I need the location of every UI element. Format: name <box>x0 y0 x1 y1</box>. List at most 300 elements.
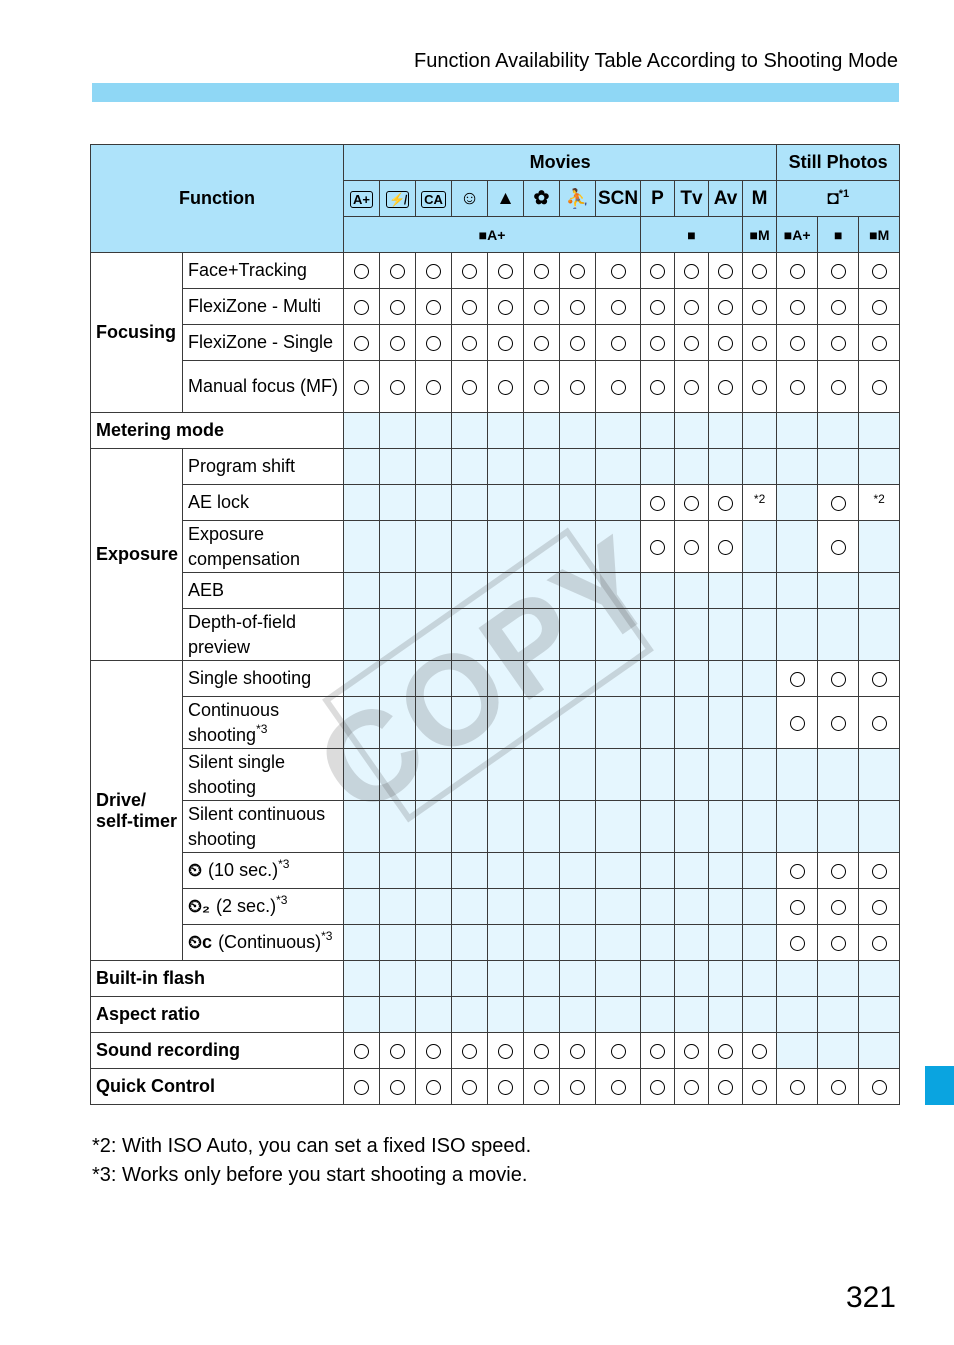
cell-flexizone-multi-9 <box>675 289 709 325</box>
cell-2-sec-0 <box>344 889 380 925</box>
available-mark <box>684 540 699 555</box>
available-mark <box>872 380 887 395</box>
cell-depth-of-field-preview-9 <box>675 609 709 661</box>
cell-program-shift-12 <box>777 449 818 485</box>
function-aeb: AEB <box>183 573 344 609</box>
cell-exposure-compensation-3 <box>452 521 488 573</box>
available-mark <box>752 264 767 279</box>
cell-depth-of-field-preview-13 <box>818 609 859 661</box>
cell-built-in-flash-11 <box>743 961 777 997</box>
cell-sound-recording-10 <box>709 1033 743 1069</box>
cell-aeb-10 <box>709 573 743 609</box>
available-mark <box>390 264 405 279</box>
sports-icon: ⛹ <box>560 181 596 217</box>
cell-ae-lock-5 <box>524 485 560 521</box>
available-mark <box>872 300 887 315</box>
function-depth-of-field-preview: Depth-of-field preview <box>183 609 344 661</box>
cell-continuous-13 <box>818 925 859 961</box>
cell-ae-lock-12 <box>777 485 818 521</box>
available-mark <box>872 1080 887 1095</box>
cell-face-tracking-7 <box>596 253 641 289</box>
function-continuous: ⏲c (Continuous)$^{*3}$ <box>183 925 344 961</box>
cell-aeb-3 <box>452 573 488 609</box>
cell-2-sec-13 <box>818 889 859 925</box>
available-mark <box>831 264 846 279</box>
cell-silent-continuous-shooting-10 <box>709 801 743 853</box>
cell-2-sec-5 <box>524 889 560 925</box>
cell-face-tracking-9 <box>675 253 709 289</box>
table-row <box>91 253 900 289</box>
cell-flexizone-multi-11 <box>743 289 777 325</box>
cell-aspect-ratio-0 <box>344 997 380 1033</box>
available-mark <box>831 864 846 879</box>
table-row <box>91 289 900 325</box>
cell-flexizone-single-12 <box>777 325 818 361</box>
cell-10-sec-8 <box>641 853 675 889</box>
available-mark <box>831 716 846 731</box>
cell-flexizone-single-1 <box>380 325 416 361</box>
movie-manual-icon: ■M <box>743 217 777 253</box>
cell-2-sec-12 <box>777 889 818 925</box>
cell-single-shooting-4 <box>488 661 524 697</box>
camera-icon: ◘$^{*1}$ <box>777 181 900 217</box>
scn-icon: SCN <box>596 181 641 217</box>
self-timer-continuous-icon: ⏲c <box>188 932 213 952</box>
available-mark <box>650 264 665 279</box>
cell-quick-control-11 <box>743 1069 777 1105</box>
cell-10-sec-7 <box>596 853 641 889</box>
available-mark <box>570 380 585 395</box>
cell-exposure-compensation-6 <box>560 521 596 573</box>
table-row <box>91 573 900 609</box>
cell-metering-mode-3 <box>452 413 488 449</box>
cell-flexizone-single-11 <box>743 325 777 361</box>
cell-2-sec-10 <box>709 889 743 925</box>
available-mark <box>354 336 369 351</box>
cell-continuous-0 <box>344 925 380 961</box>
cell-silent-continuous-shooting-3 <box>452 801 488 853</box>
cell-sound-recording-2 <box>416 1033 452 1069</box>
cell-face-tracking-14 <box>859 253 900 289</box>
cell-10-sec-2 <box>416 853 452 889</box>
cell-silent-single-shooting-1 <box>380 749 416 801</box>
available-mark <box>498 380 513 395</box>
cell-ae-lock-7 <box>596 485 641 521</box>
cell-silent-continuous-shooting-0 <box>344 801 380 853</box>
cell-single-shooting-14 <box>859 661 900 697</box>
cell-ae-lock-2 <box>416 485 452 521</box>
cell-silent-single-shooting-3 <box>452 749 488 801</box>
available-mark <box>570 1044 585 1059</box>
cell-sound-recording-11 <box>743 1033 777 1069</box>
cell-silent-continuous-shooting-2 <box>416 801 452 853</box>
cell-aeb-6 <box>560 573 596 609</box>
cell-continuous-shooting-1 <box>380 697 416 749</box>
landscape-icon: ▲ <box>488 181 524 217</box>
cell-flexizone-multi-0 <box>344 289 380 325</box>
cell-manual-focus-mf-12 <box>777 361 818 413</box>
cell-face-tracking-3 <box>452 253 488 289</box>
cell-depth-of-field-preview-6 <box>560 609 596 661</box>
cell-continuous-shooting-6 <box>560 697 596 749</box>
cell-flexizone-multi-2 <box>416 289 452 325</box>
available-mark <box>534 264 549 279</box>
function-manual-focus-mf: Manual focus (MF) <box>183 361 344 413</box>
available-mark <box>790 936 805 951</box>
cell-exposure-compensation-5 <box>524 521 560 573</box>
cell-10-sec-11 <box>743 853 777 889</box>
available-mark <box>831 540 846 555</box>
cell-continuous-14 <box>859 925 900 961</box>
cell-10-sec-3 <box>452 853 488 889</box>
available-mark <box>684 264 699 279</box>
available-mark <box>718 264 733 279</box>
cell-sound-recording-14 <box>859 1033 900 1069</box>
available-mark <box>534 380 549 395</box>
function-flexizone-multi: FlexiZone - Multi <box>183 289 344 325</box>
available-mark <box>426 380 441 395</box>
cell-10-sec-12 <box>777 853 818 889</box>
available-mark <box>426 264 441 279</box>
table-row <box>91 1069 900 1105</box>
page-header-title: Function Availability Table According to Shooting Mode <box>413 50 898 72</box>
available-mark <box>718 496 733 511</box>
function-built-in-flash: Built-in flash <box>91 961 344 997</box>
cell-flexizone-single-14 <box>859 325 900 361</box>
cell-program-shift-10 <box>709 449 743 485</box>
cell-depth-of-field-preview-0 <box>344 609 380 661</box>
cell-metering-mode-7 <box>596 413 641 449</box>
cell-exposure-compensation-10 <box>709 521 743 573</box>
cell-2-sec-4 <box>488 889 524 925</box>
cell-metering-mode-12 <box>777 413 818 449</box>
cell-manual-focus-mf-8 <box>641 361 675 413</box>
cell-sound-recording-7 <box>596 1033 641 1069</box>
cell-sound-recording-9 <box>675 1033 709 1069</box>
cell-continuous-shooting-14 <box>859 697 900 749</box>
cell-face-tracking-0 <box>344 253 380 289</box>
cell-exposure-compensation-11 <box>743 521 777 573</box>
cell-built-in-flash-0 <box>344 961 380 997</box>
cell-quick-control-6 <box>560 1069 596 1105</box>
cell-metering-mode-11 <box>743 413 777 449</box>
available-mark <box>390 1044 405 1059</box>
cell-silent-single-shooting-0 <box>344 749 380 801</box>
cell-exposure-compensation-9 <box>675 521 709 573</box>
available-mark <box>831 336 846 351</box>
cell-continuous-1 <box>380 925 416 961</box>
cell-built-in-flash-5 <box>524 961 560 997</box>
available-mark <box>534 300 549 315</box>
available-mark <box>872 336 887 351</box>
cell-continuous-4 <box>488 925 524 961</box>
cell-depth-of-field-preview-14 <box>859 609 900 661</box>
cell-flexizone-multi-13 <box>818 289 859 325</box>
available-mark <box>718 300 733 315</box>
cell-single-shooting-7 <box>596 661 641 697</box>
cell-quick-control-8 <box>641 1069 675 1105</box>
cell-metering-mode-4 <box>488 413 524 449</box>
cell-silent-single-shooting-2 <box>416 749 452 801</box>
movie-icon: ■ <box>641 217 743 253</box>
cell-metering-mode-13 <box>818 413 859 449</box>
function-10-sec: ⏲ (10 sec.)$^{*3}$ <box>183 853 344 889</box>
cell-exposure-compensation-2 <box>416 521 452 573</box>
cell-10-sec-4 <box>488 853 524 889</box>
cell-single-shooting-12 <box>777 661 818 697</box>
available-mark <box>831 380 846 395</box>
cell-silent-continuous-shooting-1 <box>380 801 416 853</box>
cell-program-shift-0 <box>344 449 380 485</box>
self-timer-10-icon: ⏲ <box>188 860 203 880</box>
cell-continuous-shooting-3 <box>452 697 488 749</box>
available-mark <box>752 1044 767 1059</box>
available-mark <box>650 300 665 315</box>
function-metering-mode: Metering mode <box>91 413 344 449</box>
page-number: 321 <box>845 1281 896 1314</box>
available-mark <box>831 496 846 511</box>
available-mark <box>354 1044 369 1059</box>
movie-manual-icon: ■M <box>859 217 900 253</box>
movies-header: Movies <box>344 145 777 181</box>
cell-aeb-12 <box>777 573 818 609</box>
available-mark <box>650 540 665 555</box>
cell-program-shift-6 <box>560 449 596 485</box>
available-mark <box>611 380 626 395</box>
cell-single-shooting-9 <box>675 661 709 697</box>
available-mark <box>872 716 887 731</box>
cell-face-tracking-8 <box>641 253 675 289</box>
cell-face-tracking-12 <box>777 253 818 289</box>
cell-quick-control-12 <box>777 1069 818 1105</box>
cell-continuous-5 <box>524 925 560 961</box>
function-exposure-compensation: Exposure compensation <box>183 521 344 573</box>
cell-face-tracking-2 <box>416 253 452 289</box>
cell-program-shift-7 <box>596 449 641 485</box>
cell-metering-mode-8 <box>641 413 675 449</box>
movie-icon: ■ <box>818 217 859 253</box>
available-mark <box>498 264 513 279</box>
function-single-shooting: Single shooting <box>183 661 344 697</box>
cell-built-in-flash-2 <box>416 961 452 997</box>
cell-manual-focus-mf-14 <box>859 361 900 413</box>
cell-sound-recording-6 <box>560 1033 596 1069</box>
available-mark <box>611 300 626 315</box>
available-mark <box>684 300 699 315</box>
cell-continuous-shooting-10 <box>709 697 743 749</box>
cell-flexizone-multi-7 <box>596 289 641 325</box>
cell-silent-continuous-shooting-4 <box>488 801 524 853</box>
cell-metering-mode-9 <box>675 413 709 449</box>
available-mark <box>354 264 369 279</box>
available-mark <box>462 300 477 315</box>
cell-depth-of-field-preview-11 <box>743 609 777 661</box>
cell-2-sec-2 <box>416 889 452 925</box>
cell-silent-continuous-shooting-8 <box>641 801 675 853</box>
cell-continuous-shooting-8 <box>641 697 675 749</box>
cell-2-sec-11 <box>743 889 777 925</box>
cell-aspect-ratio-8 <box>641 997 675 1033</box>
cell-flexizone-single-8 <box>641 325 675 361</box>
cell-single-shooting-13 <box>818 661 859 697</box>
cell-flexizone-single-5 <box>524 325 560 361</box>
cell-ae-lock-13 <box>818 485 859 521</box>
cell-flexizone-single-13 <box>818 325 859 361</box>
cell-quick-control-3 <box>452 1069 488 1105</box>
cell-2-sec-8 <box>641 889 675 925</box>
cell-continuous-shooting-11 <box>743 697 777 749</box>
available-mark <box>390 1080 405 1095</box>
cell-exposure-compensation-8 <box>641 521 675 573</box>
available-mark <box>462 336 477 351</box>
table-row <box>91 1033 900 1069</box>
cell-metering-mode-14 <box>859 413 900 449</box>
cell-exposure-compensation-1 <box>380 521 416 573</box>
cell-program-shift-4 <box>488 449 524 485</box>
table-row <box>91 961 900 997</box>
cell-continuous-shooting-13 <box>818 697 859 749</box>
cell-10-sec-0 <box>344 853 380 889</box>
available-mark <box>570 264 585 279</box>
cell-continuous-11 <box>743 925 777 961</box>
cell-program-shift-5 <box>524 449 560 485</box>
table-row <box>91 925 900 961</box>
cell-aeb-0 <box>344 573 380 609</box>
cell-silent-single-shooting-7 <box>596 749 641 801</box>
cell-exposure-compensation-12 <box>777 521 818 573</box>
cell-silent-continuous-shooting-13 <box>818 801 859 853</box>
available-mark <box>684 1044 699 1059</box>
available-mark <box>790 672 805 687</box>
cell-silent-single-shooting-6 <box>560 749 596 801</box>
available-mark <box>872 672 887 687</box>
available-mark <box>790 1080 805 1095</box>
portrait-icon: ☺ <box>452 181 488 217</box>
available-mark <box>752 336 767 351</box>
cell-flexizone-multi-8 <box>641 289 675 325</box>
cell-flexizone-multi-6 <box>560 289 596 325</box>
available-mark <box>872 864 887 879</box>
cell-single-shooting-8 <box>641 661 675 697</box>
cell-single-shooting-10 <box>709 661 743 697</box>
cell-flexizone-single-7 <box>596 325 641 361</box>
function-continuous-shooting: Continuous shooting$^{*3}$ <box>183 697 344 749</box>
cell-silent-continuous-shooting-7 <box>596 801 641 853</box>
available-mark <box>872 900 887 915</box>
available-mark <box>752 1080 767 1095</box>
cell-aeb-14 <box>859 573 900 609</box>
cell-10-sec-5 <box>524 853 560 889</box>
cell-built-in-flash-10 <box>709 961 743 997</box>
available-mark <box>462 264 477 279</box>
cell-manual-focus-mf-13 <box>818 361 859 413</box>
cell-aeb-4 <box>488 573 524 609</box>
cell-continuous-7 <box>596 925 641 961</box>
available-mark <box>650 380 665 395</box>
cell-ae-lock-9 <box>675 485 709 521</box>
cell-flexizone-multi-4 <box>488 289 524 325</box>
cell-built-in-flash-1 <box>380 961 416 997</box>
available-mark <box>718 336 733 351</box>
cell-aspect-ratio-13 <box>818 997 859 1033</box>
function-flexizone-single: FlexiZone - Single <box>183 325 344 361</box>
header-accent-bar <box>92 83 899 102</box>
flash-off-icon: ⚡̸ <box>380 181 416 217</box>
available-mark <box>611 1044 626 1059</box>
cell-manual-focus-mf-6 <box>560 361 596 413</box>
available-mark <box>831 936 846 951</box>
creative-auto-icon: CA <box>416 181 452 217</box>
available-mark <box>831 1080 846 1095</box>
available-mark <box>872 264 887 279</box>
cell-depth-of-field-preview-4 <box>488 609 524 661</box>
cell-flexizone-multi-1 <box>380 289 416 325</box>
cell-single-shooting-3 <box>452 661 488 697</box>
cell-sound-recording-1 <box>380 1033 416 1069</box>
cell-ae-lock-11: *2 <box>743 485 777 521</box>
table-row <box>91 661 900 697</box>
table-row <box>91 749 900 801</box>
cell-metering-mode-0 <box>344 413 380 449</box>
cell-quick-control-10 <box>709 1069 743 1105</box>
cell-depth-of-field-preview-10 <box>709 609 743 661</box>
cell-sound-recording-13 <box>818 1033 859 1069</box>
available-mark <box>354 300 369 315</box>
available-mark <box>650 1080 665 1095</box>
category-exposure: Exposure <box>91 449 183 661</box>
available-mark <box>570 1080 585 1095</box>
available-mark <box>790 900 805 915</box>
available-mark <box>650 1044 665 1059</box>
cell-flexizone-multi-5 <box>524 289 560 325</box>
available-mark <box>684 1080 699 1095</box>
cell-ae-lock-8 <box>641 485 675 521</box>
available-mark <box>426 1044 441 1059</box>
cell-exposure-compensation-14 <box>859 521 900 573</box>
cell-face-tracking-4 <box>488 253 524 289</box>
available-mark <box>354 380 369 395</box>
cell-manual-focus-mf-10 <box>709 361 743 413</box>
table-row <box>91 485 900 521</box>
available-mark <box>534 1044 549 1059</box>
cell-silent-continuous-shooting-5 <box>524 801 560 853</box>
table-row <box>91 853 900 889</box>
cell-manual-focus-mf-5 <box>524 361 560 413</box>
cell-continuous-6 <box>560 925 596 961</box>
cell-face-tracking-6 <box>560 253 596 289</box>
available-mark <box>426 1080 441 1095</box>
close-up-icon: ✿ <box>524 181 560 217</box>
cell-manual-focus-mf-11 <box>743 361 777 413</box>
cell-face-tracking-11 <box>743 253 777 289</box>
cell-ae-lock-0 <box>344 485 380 521</box>
available-mark <box>684 336 699 351</box>
cell-continuous-shooting-4 <box>488 697 524 749</box>
cell-continuous-shooting-2 <box>416 697 452 749</box>
cell-10-sec-14 <box>859 853 900 889</box>
function-ae-lock: AE lock <box>183 485 344 521</box>
cell-metering-mode-10 <box>709 413 743 449</box>
cell-depth-of-field-preview-1 <box>380 609 416 661</box>
cell-continuous-shooting-5 <box>524 697 560 749</box>
footnote-2: *2: With ISO Auto, you can set a fixed ISO speed. <box>92 1135 532 1157</box>
cell-continuous-12 <box>777 925 818 961</box>
available-mark <box>790 380 805 395</box>
cell-10-sec-9 <box>675 853 709 889</box>
cell-aspect-ratio-9 <box>675 997 709 1033</box>
available-mark <box>831 672 846 687</box>
category-focusing: Focusing <box>91 253 183 413</box>
